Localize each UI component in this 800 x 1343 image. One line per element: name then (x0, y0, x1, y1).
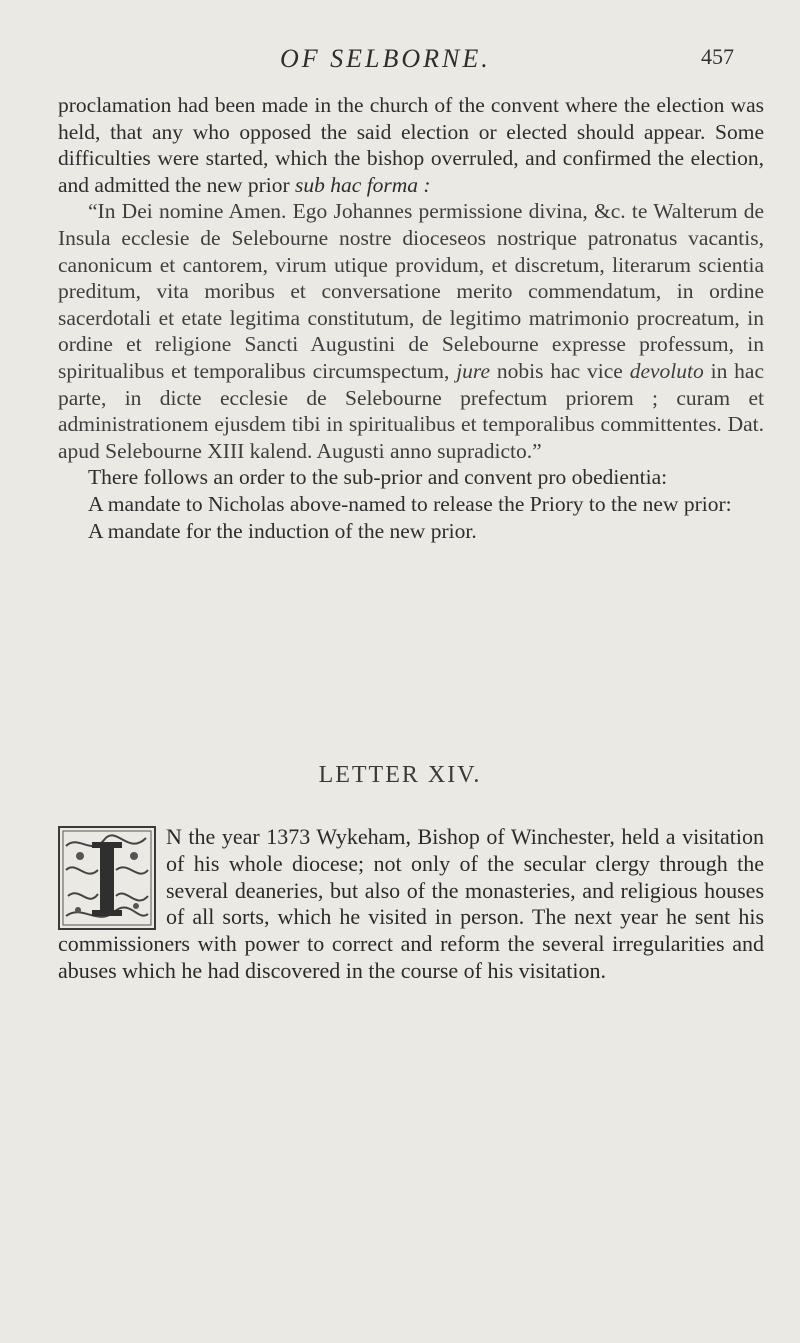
paragraph-election (58, 92, 764, 198)
latin-quote-start: “In Dei nomine Amen. Ego Johannes permissione divina, &c. te Walterum de Insula ecclesie de Selebourne nostre dioceseos nostrique patronatus vacantis, canonicum et cantorem, virum utique providum, et discretum, literarum scientia preditum, vita moribus et conversatione merito commendatum, in ordine sacerdotali et etate legitima constitutum, de legitimo matrimonio procreatum, in ordine et religione Sancti Augustini de Selebourne expresse professum, in spiritualibus et temporalibus circumspectum, (58, 199, 764, 383)
continuation-text (58, 92, 764, 544)
ornamental-initial-icon (58, 826, 156, 930)
paragraph-order: There follows an order to the sub-prior and convent pro obedientia: (88, 465, 668, 490)
latin-quotation (58, 198, 764, 464)
page-number: 457 (701, 44, 734, 69)
letter-body (58, 824, 764, 985)
italic-devoluto: devoluto (629, 358, 704, 383)
latin-quote-end: in hac parte, in dicte ecclesie de Selebourne prefectum priorem ; curam et administrationem ejusdem tibi in spiritualibus et temporalibus committentes. Dat. apud Selebourne XIII kalend. Augusti anno supradicto.” (58, 358, 765, 463)
italic-jure: jure (456, 358, 491, 383)
paragraph-mandate-induction: A mandate for the induction of the new prior. (88, 518, 477, 543)
running-head (0, 44, 800, 84)
paragraph-mandate-release: A mandate to Nicholas above-named to release the Priory to the new prior: (88, 491, 732, 516)
running-title: OF SELBORNE. (280, 44, 491, 73)
letter-heading: LETTER XIV. (318, 762, 482, 788)
paragraph-election-text: proclamation had been made in the church of the convent where the election was held, that any who opposed the said election or elected should appear. Some difficulties were started, which the bishop overruled, and confirmed the election, and admitted the new prior (58, 93, 764, 197)
italic-phrase: sub hac forma : (295, 172, 431, 197)
latin-quote-mid: nobis hac vice (496, 358, 623, 383)
letter-body-text: N the year 1373 Wykeham, Bishop of Winchester, held a visitation of his whole diocese; not only of the secular clergy through the several deaneries, but also of the monasteries, and religious houses of all sorts, which he visited in person. The next year he sent his commissioners with power to correct and reform the several irregularities and abuses which he had discovered in the course of his visitation. (58, 824, 764, 983)
